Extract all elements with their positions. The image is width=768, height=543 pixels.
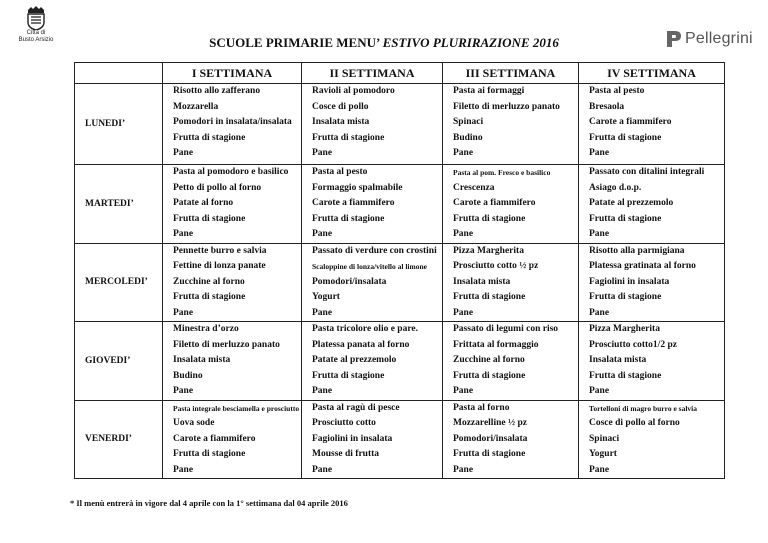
menu-item: Insalata mista [173, 355, 231, 365]
week-header: I SETTIMANA [163, 63, 302, 84]
menu-item: Pane [173, 229, 194, 239]
menu-item: Budino [453, 132, 483, 143]
menu-item: Patate al forno [173, 198, 234, 208]
menu-item: Carote a fiammifero [173, 433, 256, 444]
menu-item: Frutta di stagione [453, 292, 526, 302]
day-row [75, 322, 725, 401]
menu-item: Insalata mista [453, 276, 511, 287]
menu-item: Insalata mista [312, 117, 370, 127]
menu-item: Zucchine al forno [453, 355, 525, 365]
day-label: GIOVEDI’ [75, 322, 163, 401]
menu-item: Frutta di stagione [173, 213, 246, 224]
menu-item: Frutta di stagione [312, 213, 385, 224]
menu-item: Pane [173, 386, 194, 396]
menu-item: Fettine di lonza panate [173, 261, 266, 271]
menu-item: Prosciutto cotto [312, 418, 376, 428]
menu-item: Pane [589, 386, 610, 396]
menu-item: Frutta di stagione [453, 370, 526, 381]
week-header: III SETTIMANA [443, 63, 579, 84]
menu-item: Pizza Margherita [453, 245, 524, 256]
day-label: LUNEDI’ [75, 84, 163, 165]
menu-item: Formaggio spalmabile [312, 182, 403, 193]
title-italic: ESTIVO PLURIRAZIONE 2016 [382, 35, 559, 50]
menu-cell [579, 84, 725, 165]
menu-item: Carote a fiammifero [453, 198, 536, 208]
menu-item: Frutta di stagione [312, 132, 385, 143]
menu-table [74, 62, 725, 479]
menu-item: Tortelloni di magro burro e salvia [589, 403, 697, 413]
menu-cell [302, 322, 443, 401]
menu-item: Frutta di stagione [173, 449, 246, 459]
menu-item: Pane [312, 229, 333, 239]
menu-item: Pane [312, 386, 333, 396]
week-header: II SETTIMANA [302, 63, 443, 84]
menu-item: Pasta al forno [453, 402, 510, 413]
menu-item: Pane [589, 148, 610, 158]
menu-item: Yogurt [312, 292, 340, 302]
menu-item: Passato di verdure con crostini [312, 245, 437, 256]
menu-item: Pane [589, 229, 610, 239]
menu-cell [163, 400, 302, 479]
menu-item: Pomodori/insalata [312, 276, 387, 287]
menu-cell [302, 243, 443, 322]
menu-item: Pasta al pesto [589, 86, 645, 96]
footnote: * Il menù entrerà in vigore dal 4 aprile con la 1° settimana dal 04 aprile 2016 [70, 498, 348, 508]
menu-cell [163, 165, 302, 244]
city-crest-icon [26, 6, 46, 30]
menu-item: Fagiolini in insalata [312, 433, 393, 444]
menu-item: Fagiolini in insalata [589, 276, 670, 287]
menu-item: Carote a fiammifero [312, 198, 395, 208]
menu-item: Frittata al formaggio [453, 339, 539, 350]
menu-item: Pizza Margherita [589, 324, 660, 334]
menu-item: Zucchine al forno [173, 276, 245, 287]
menu-item: Pomodori in insalata/insalata [173, 117, 292, 127]
city-logo-line1: Città di [26, 30, 46, 36]
menu-item: Cosce di pollo al forno [589, 418, 680, 428]
menu-item: Insalata mista [589, 355, 647, 365]
menu-item: Carote a fiammifero [589, 117, 672, 127]
menu-item: Frutta di stagione [589, 213, 662, 224]
menu-item: Bresaola [589, 101, 625, 112]
menu-item: Frutta di stagione [589, 292, 662, 302]
menu-item: Risotto allo zafferano [173, 86, 261, 96]
menu-item: Frutta di stagione [173, 292, 246, 302]
menu-item: Pane [173, 464, 194, 475]
corner-cell [75, 63, 163, 84]
menu-item: Pane [453, 464, 474, 475]
day-label: MERCOLEDI’ [75, 243, 163, 322]
menu-cell [302, 165, 443, 244]
menu-item: Patate al prezzemolo [312, 355, 397, 365]
menu-item: Frutta di stagione [173, 132, 246, 143]
menu-item: Pane [173, 307, 194, 318]
menu-item: Frutta di stagione [453, 449, 526, 459]
menu-item: Mozzarelline ½ pz [453, 418, 527, 428]
day-row [75, 165, 725, 244]
menu-item: Uova sode [173, 418, 215, 428]
menu-item: Petto di pollo al forno [173, 182, 262, 193]
menu-item: Pasta tricolore olio e pare. [312, 324, 418, 334]
day-label: MARTEDI’ [75, 165, 163, 244]
menu-cell [443, 243, 579, 322]
menu-cell [163, 322, 302, 401]
day-row [75, 400, 725, 479]
menu-item: Frutta di stagione [453, 213, 526, 224]
menu-item: Ravioli al pomodoro [312, 86, 395, 96]
menu-cell [579, 165, 725, 244]
menu-item: Minestra d’orzo [173, 324, 239, 334]
menu-cell [579, 243, 725, 322]
menu-item: Pasta integrale besciamella e prosciutto [173, 403, 300, 413]
menu-item: Mousse di frutta [312, 449, 380, 459]
menu-body [75, 84, 725, 479]
city-logo-line2: Busto Arsizio [18, 37, 54, 43]
menu-item: Filetto di merluzzo panato [453, 101, 560, 112]
menu-item: Spinaci [589, 433, 620, 444]
menu-cell [579, 400, 725, 479]
menu-item: Pane [589, 464, 610, 475]
menu-item: Patate al prezzemolo [589, 198, 674, 208]
menu-item: Pasta ai formaggi [453, 86, 525, 96]
menu-item: Pane [453, 386, 474, 396]
menu-item: Pane [312, 148, 333, 158]
day-row [75, 243, 725, 322]
menu-item: Spinaci [453, 117, 484, 127]
menu-item: Filetto di merluzzo panato [173, 339, 280, 350]
menu-item: Pasta al pesto [312, 167, 368, 177]
menu-item: Cosce di pollo [312, 101, 369, 112]
menu-cell [163, 243, 302, 322]
menu-item: Passato con ditalini integrali [589, 167, 705, 177]
menu-cell [579, 322, 725, 401]
menu-item: Mozzarella [173, 101, 219, 112]
menu-item: Pane [312, 307, 333, 318]
menu-item: Frutta di stagione [589, 132, 662, 143]
menu-item: Prosciutto cotto ½ pz [453, 261, 539, 271]
menu-item: Frutta di stagione [589, 370, 662, 381]
menu-item: Pasta al ragù di pesce [312, 402, 400, 413]
menu-item: Pane [589, 307, 610, 318]
menu-item: Asiago d.o.p. [589, 182, 642, 193]
menu-item: Pasta al pom. Fresco e basilico [453, 168, 551, 177]
menu-item: Platessa panata al forno [312, 339, 410, 350]
menu-item: Platessa gratinata al forno [589, 261, 696, 271]
menu-cell [302, 400, 443, 479]
menu-item: Pennette burro e salvia [173, 245, 267, 256]
menu-cell [163, 84, 302, 165]
menu-item: Pane [453, 307, 474, 318]
menu-cell [443, 322, 579, 401]
day-row [75, 84, 725, 165]
menu-item: Prosciutto cotto1/2 pz [589, 339, 677, 350]
menu-item: Pomodori/insalata [453, 433, 528, 444]
menu-item: Scaloppine di lonza/vitello al limone [312, 262, 428, 271]
menu-item: Risotto alla parmigiana [589, 245, 685, 256]
menu-item: Pasta al pomodoro e basilico [173, 167, 289, 177]
day-label: VENERDI’ [75, 400, 163, 479]
menu-cell [443, 400, 579, 479]
week-header: IV SETTIMANA [579, 63, 725, 84]
menu-cell [302, 84, 443, 165]
title-main: SCUOLE PRIMARIE MENU’ [209, 35, 383, 50]
menu-item: Passato di legumi con riso [453, 324, 559, 334]
page-title [0, 35, 768, 51]
menu-item: Pane [453, 148, 474, 158]
menu-item: Frutta di stagione [312, 370, 385, 381]
menu-item: Pane [312, 464, 333, 475]
menu-item: Budino [173, 370, 203, 381]
brand-name: Pellegrini [685, 30, 753, 47]
menu-item: Pane [453, 229, 474, 239]
menu-cell [443, 165, 579, 244]
menu-item: Crescenza [453, 182, 495, 193]
menu-item: Pane [173, 148, 194, 158]
menu-item: Yogurt [589, 449, 617, 459]
week-header-row [75, 63, 725, 84]
menu-cell [443, 84, 579, 165]
